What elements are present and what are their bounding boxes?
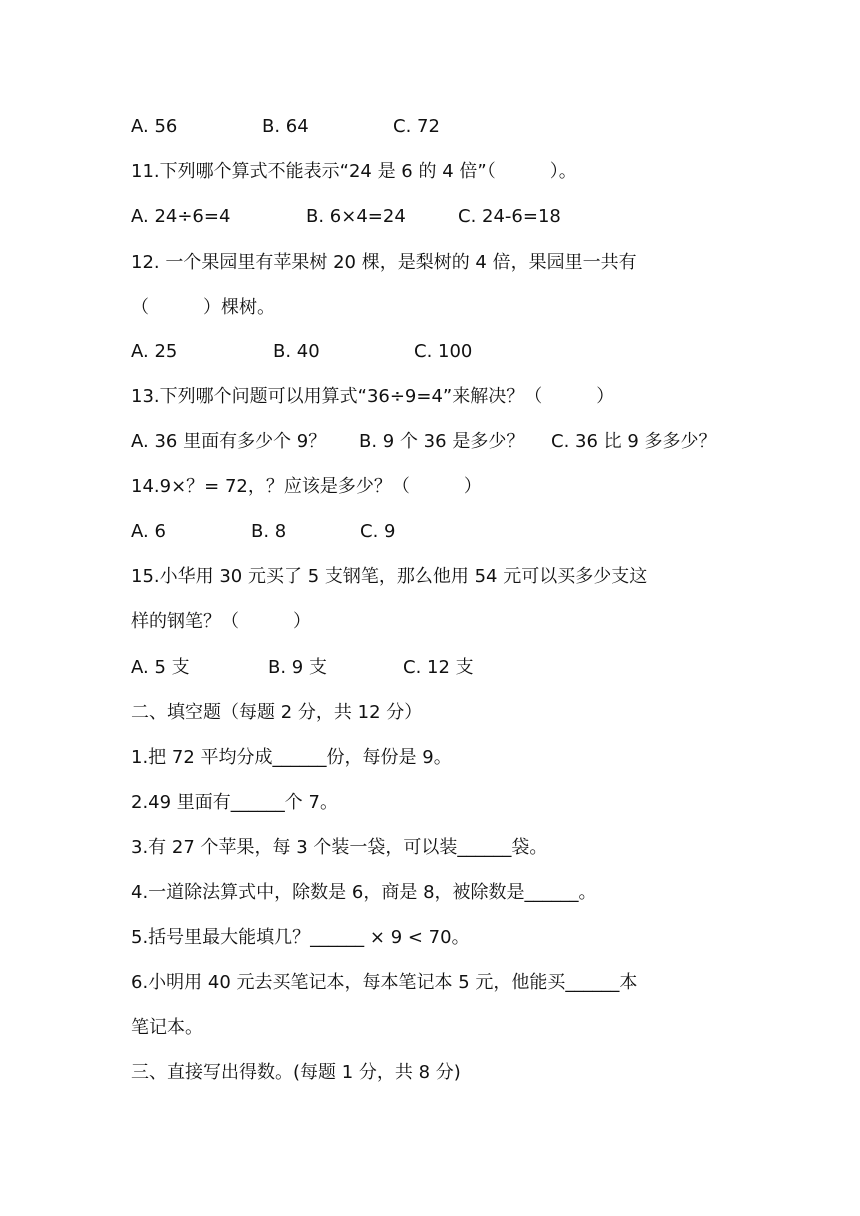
q10-option-c: C. 72 — [393, 116, 440, 137]
q10-option-b: B. 64 — [262, 116, 309, 137]
q13-question: 13.下列哪个问题可以用算式“36÷9=4”来解决？（ ） — [131, 386, 615, 407]
fill-item-2: 2.49 里面有______个 7。 — [131, 792, 338, 813]
q12-option-a: A. 25 — [131, 341, 178, 362]
q15-option-a: A. 5 支 — [131, 657, 190, 678]
section2-title: 二、填空题（每题 2 分，共 12 分） — [131, 702, 423, 723]
q14-option-c: C. 9 — [360, 521, 396, 542]
q14-option-b: B. 8 — [251, 521, 287, 542]
q11-option-b: B. 6×4=24 — [306, 206, 406, 227]
q15-question-line1: 15.小华用 30 元买了 5 支钢笔，那么他用 54 元可以买多少支这 — [131, 566, 648, 587]
q12-question-line1: 12. 一个果园里有苹果树 20 棵，是梨树的 4 倍，果园里一共有 — [131, 252, 637, 273]
q15-option-c: C. 12 支 — [403, 657, 474, 678]
q12-option-c: C. 100 — [414, 341, 473, 362]
q14-question: 14.9×？= 72，？应该是多少？（ ） — [131, 476, 482, 497]
q14-option-a: A. 6 — [131, 521, 166, 542]
fill-item-5: 5.括号里最大能填几？______ × 9 < 70。 — [131, 927, 470, 948]
q12-question-line2: （ ）棵树。 — [131, 297, 275, 318]
fill-item-1: 1.把 72 平均分成______份，每份是 9。 — [131, 747, 452, 768]
q13-option-b: B. 9 个 36 是多少？ — [359, 431, 525, 452]
q13-option-c: C. 36 比 9 多多少？ — [551, 431, 717, 452]
fill-item-6-line2: 笔记本。 — [131, 1017, 203, 1038]
fill-item-4: 4.一道除法算式中，除数是 6，商是 8，被除数是______。 — [131, 882, 597, 903]
section3-title: 三、直接写出得数。(每题 1 分，共 8 分) — [131, 1062, 461, 1083]
q11-option-a: A. 24÷6=4 — [131, 206, 231, 227]
q13-option-a: A. 36 里面有多少个 9？ — [131, 431, 327, 452]
q12-option-b: B. 40 — [273, 341, 320, 362]
q11-option-c: C. 24-6=18 — [458, 206, 561, 227]
q10-option-a: A. 56 — [131, 116, 178, 137]
fill-item-6-line1: 6.小明用 40 元去买笔记本，每本笔记本 5 元，他能买______本 — [131, 972, 638, 993]
fill-item-3: 3.有 27 个苹果，每 3 个装一袋，可以装______袋。 — [131, 837, 548, 858]
q15-option-b: B. 9 支 — [268, 657, 327, 678]
q15-question-line2: 样的钢笔？（ ） — [131, 611, 311, 632]
q11-question: 11.下列哪个算式不能表示“24 是 6 的 4 倍”（ ）。 — [131, 161, 577, 182]
